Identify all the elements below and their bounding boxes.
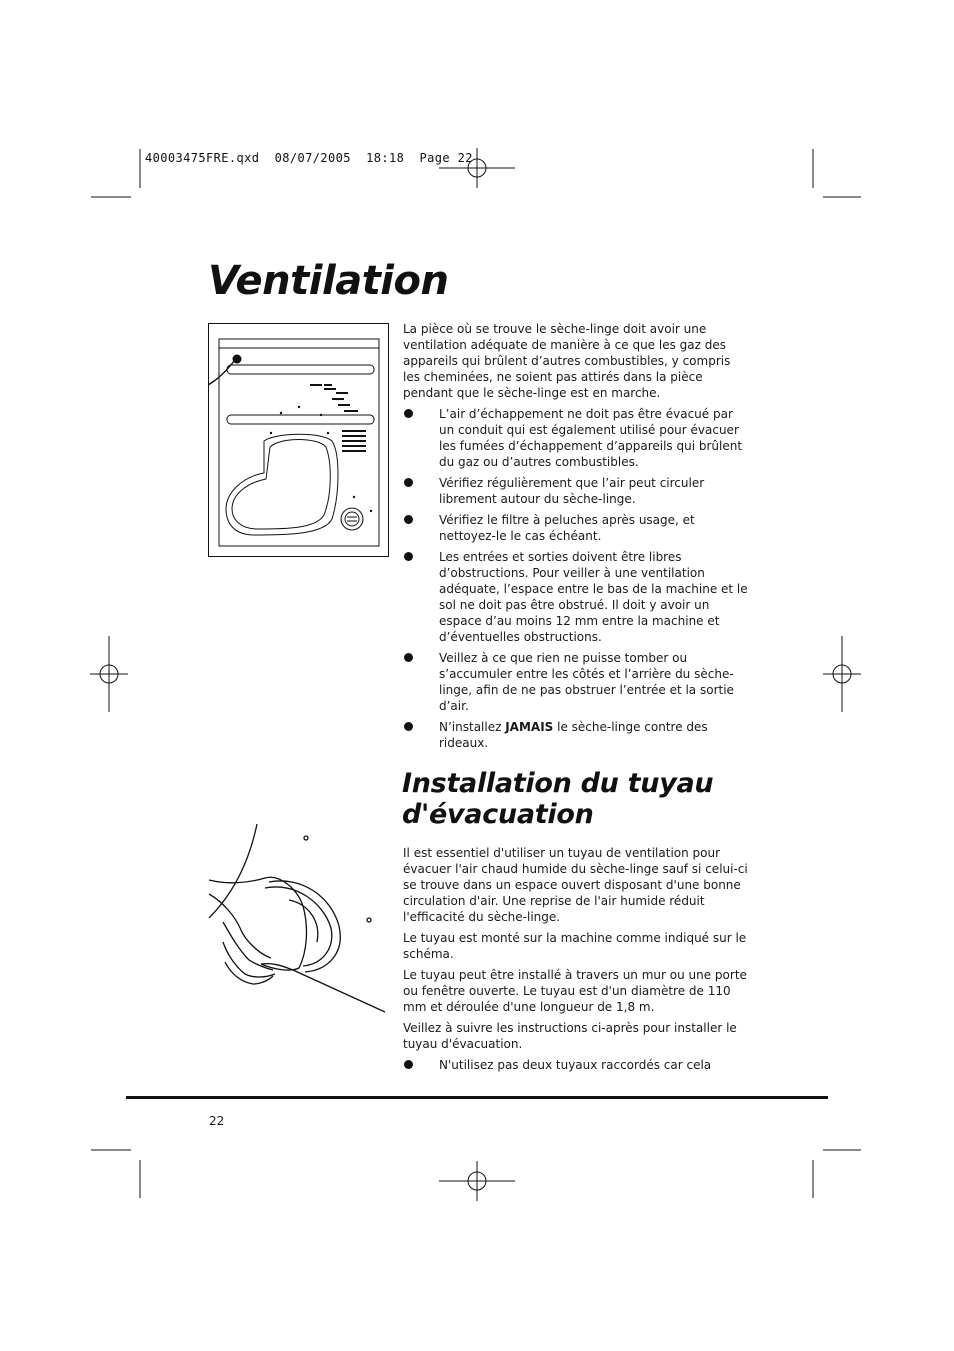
bullet-icon — [404, 653, 413, 662]
paragraph: Le tuyau peut être installé à travers un mur ou une porte ou fenêtre ouverte. Le tuyau est d'un diamètre de 110 mm et déroulée d'une longueur de 1,8 m. — [403, 968, 747, 1014]
paragraph: Veillez à suivre les instructions ci-après pour installer le tuyau d'évacuation. — [403, 1021, 737, 1051]
page-number: 22 — [209, 1114, 225, 1128]
hose-bullet-list — [403, 1057, 748, 1073]
list-item: L’air d’échappement ne doit pas être évacué par un conduit qui est également utilisé pour évacuer les fumées d’échappement d’appareils qui brûlent du gaz ou d’autres combustibles. — [403, 406, 748, 470]
list-item: Veillez à ce que rien ne puisse tomber ou s’accumuler entre les côtés et l’arrière du sèche-linge, afin de ne pas obstruer l’entrée et la sortie d’air. — [403, 650, 748, 714]
hose-fitting-illustration — [205, 822, 395, 1018]
bullet-icon — [404, 515, 413, 524]
page-title: Ventilation — [208, 258, 449, 304]
bullet-icon — [404, 1060, 413, 1069]
section-title-hose: Installation du tuyau d'évacuation — [402, 768, 714, 830]
list-item: Vérifiez le filtre à peluches après usage, et nettoyez-le le cas échéant. — [403, 512, 748, 544]
list-item: N'utilisez pas deux tuyaux raccordés car cela — [403, 1057, 748, 1073]
paragraph: Le tuyau est monté sur la machine comme indiqué sur le schéma. — [403, 931, 747, 961]
paragraph: Il est essentiel d'utiliser un tuyau de ventilation pour évacuer l'air chaud humide du sèche-linge sauf si celui-ci se trouve dans un espace ouvert disposant d'une bonne circulation d'air. Une reprise de l'air humide réduit l'efficacité du sèche-linge. — [403, 846, 748, 924]
print-header: 40003475FRE.qxd 08/07/2005 18:18 Page 22 — [145, 151, 473, 165]
bullet-icon — [404, 552, 413, 561]
bullet-icon — [404, 409, 413, 418]
ventilation-section — [403, 321, 748, 756]
dryer-illustration — [208, 323, 389, 557]
list-item: Vérifiez régulièrement que l’air peut circuler librement autour du sèche-linge. — [403, 475, 748, 507]
ventilation-bullet-list — [403, 406, 748, 751]
list-item: N’installez JAMAIS le sèche-linge contre des rideaux. — [403, 719, 748, 751]
bullet-icon — [404, 722, 413, 731]
bullet-icon — [404, 478, 413, 487]
hose-section — [403, 845, 748, 1078]
footer-rule — [126, 1096, 828, 1099]
intro-paragraph: La pièce où se trouve le sèche-linge doit avoir une ventilation adéquate de manière à ce que les gaz des appareils qui brûlent d’autres combustibles, y compris les cheminées, ne soient pas attirés dans la pièce pendant que le sèche-linge est en marche. — [403, 322, 731, 400]
list-item: Les entrées et sorties doivent être libres d’obstructions. Pour veiller à une ventilation adéquate, l’espace entre le bas de la machine et le sol ne doit pas être obstrué. Il doit y avoir un espace d’au moins 12 mm entre la machine et d’éventuelles obstructions. — [403, 549, 748, 645]
